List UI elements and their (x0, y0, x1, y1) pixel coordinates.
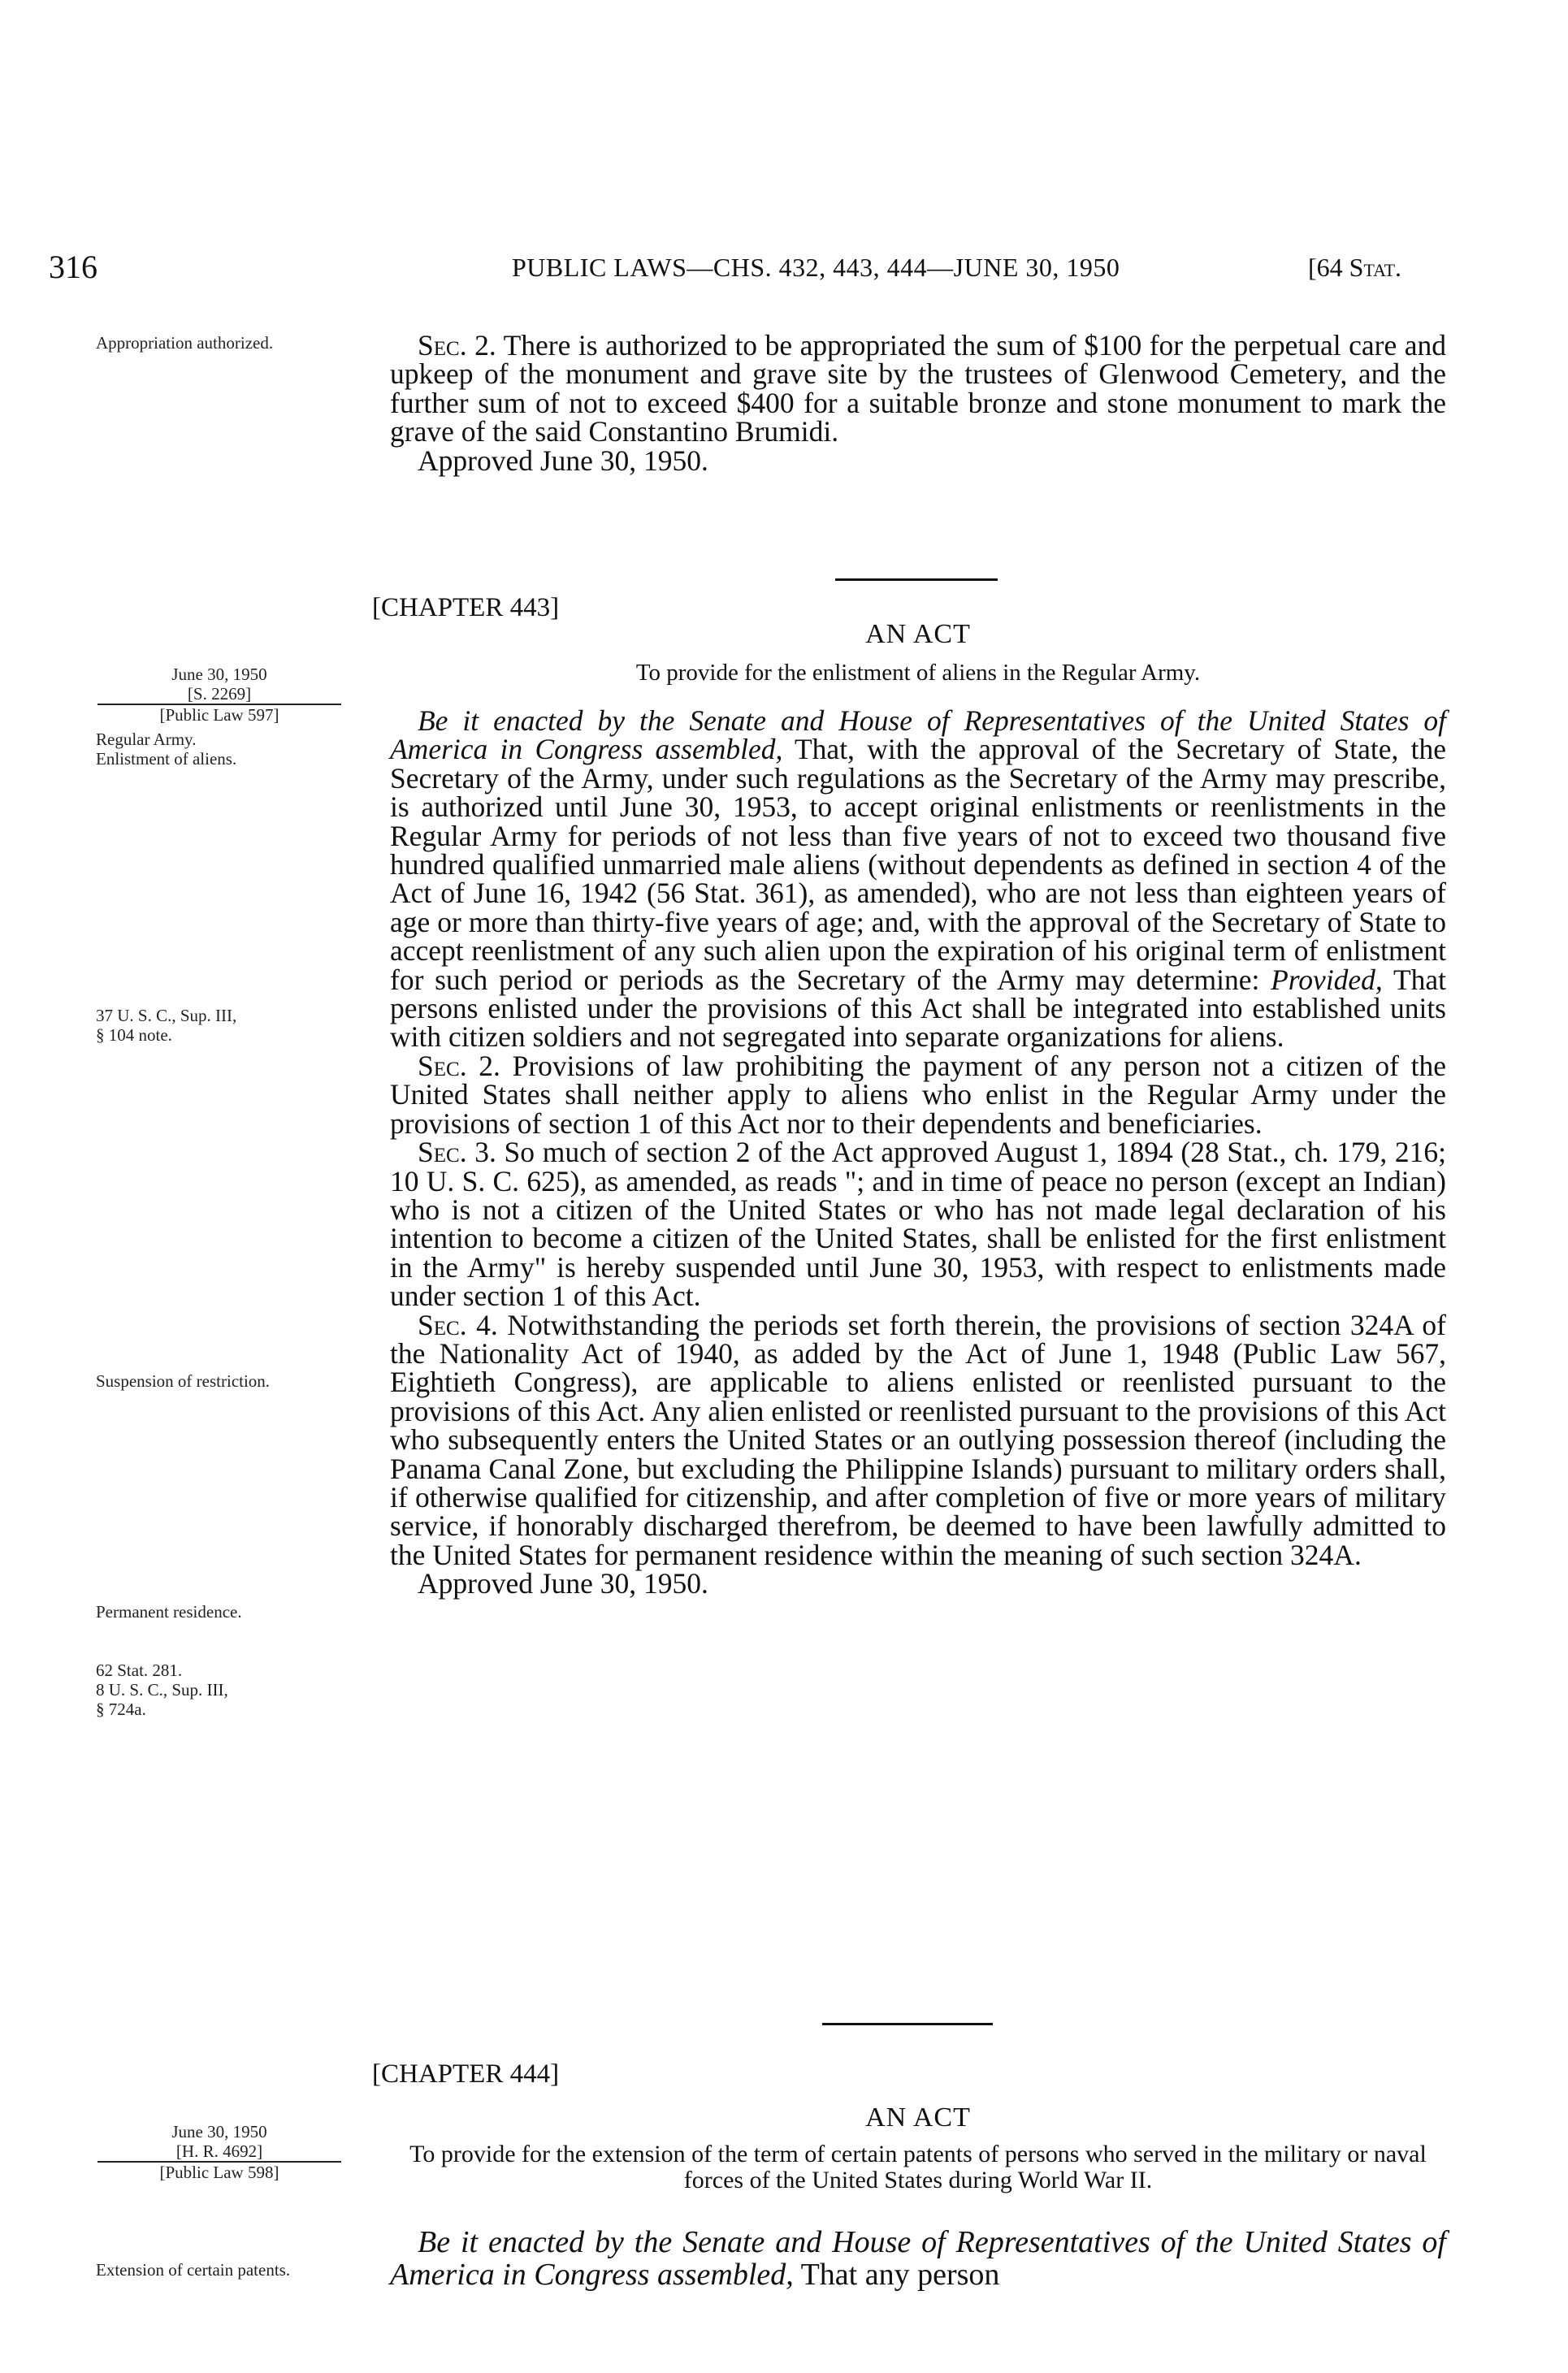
ch443-purpose: To provide for the enlistment of aliens in the Regular Army. (635, 660, 1201, 686)
ch444-purpose: To provide for the extension of the term of certain patents of persons who served in the military or naval forces of the United States during World War II. (409, 2141, 1427, 2193)
ch443-section-3: Sec. 3. So much of section 2 of the Act approved August 1, 1894 (28 Stat., ch. 179, 216; 10 U. S. C. 625), as amended, as reads "; and in time of peace no person (except an Indian) who is not a citizen of the United States or who has not made legal declaration of his intention to become a citizen of the United States, shall be enlisted for the first enlistment in the Army" is hereby suspended until June 30, 1953, with respect to enlistments made under section 1 of this Act. (390, 1136, 1446, 1313)
ch443-approved: Approved June 30, 1950. (418, 1567, 708, 1600)
page-header (49, 248, 1454, 288)
ch443-section-2: Sec. 2. Provisions of law prohibiting the payment of any person not a citizen of the United States shall neither apply to aliens who enlist in the Regular Army under the provisions of section 1 of this Act nor to their dependents and beneficiaries. (390, 1049, 1446, 1140)
margin-note-ch443-citation: June 30, 1950 [S. 2269] [Public Law 597] (97, 665, 341, 725)
ch443-chapter-heading: [CHAPTER 443] (372, 593, 560, 622)
ch443-section-4: Sec. 4. Notwithstanding the periods set forth therein, the provisions of section 324A of the Nationality Act of 1940, as added by the Act of June 1, 1948 (Public Law 567, Eightieth Congress), are applicable to aliens enlisted or reenlisted pursuant to the provisions of this Act. Any alien enlisted or reenlisted pursuant to the provisions of this Act who subsequently enters the United States or an outlying possession thereof (including the Panama Canal Zone, but excluding the Philippine Islands) pursuant to military orders shall, if otherwise qualified for citizenship, and after completion of five or more years of military service, if honorably discharged therefrom, be deemed to have been lawfully admitted to the United States for permanent residence within the meaning of such section 324A. (390, 1308, 1446, 1571)
ch443-body (390, 704, 1447, 1600)
volume-reference: [64 Stat. (1308, 253, 1402, 282)
running-head: PUBLIC LAWS—CHS. 432, 443, 444—JUNE 30, 1950 (512, 253, 1120, 282)
margin-note-usc-37: 37 U. S. C., Sup. III, § 104 note. (96, 1006, 237, 1045)
ch443-an-act: AN ACT (865, 619, 971, 649)
margin-note-stat-62: 62 Stat. 281. 8 U. S. C., Sup. III, § 724a. (96, 1661, 228, 1719)
margin-note-extension: Extension of certain patents. (96, 2260, 291, 2280)
chapter-divider-rule-2 (822, 2023, 993, 2025)
ch444-an-act: AN ACT (865, 2102, 971, 2133)
ch432-approved: Approved June 30, 1950. (418, 444, 708, 477)
ch444-body: Be it enacted by the Senate and House of Representatives of the United States of America in Congress assembled, That any person (390, 2225, 1446, 2292)
ch432-section-2: Sec. 2. There is authorized to be appropriated the sum of $100 for the perpetual care and upkeep of the monument and grave site by the trustees of Glenwood Cemetery, and the further sum of not to exceed $400 for a suitable bronze and stone monument to mark the grave of the said Constantino Brumidi. Approved June 30, 1950. (390, 329, 1446, 477)
chapter-divider-rule (835, 578, 998, 581)
page-number: 316 (49, 249, 97, 285)
margin-note-permanent: Permanent residence. (96, 1602, 242, 1622)
margin-note-ch444-citation: June 30, 1950 [H. R. 4692] [Public Law 598] (97, 2122, 341, 2182)
ch444-chapter-heading: [CHAPTER 444] (372, 2059, 560, 2089)
ch443-section-1: Be it enacted by the Senate and House of Representatives of the United States of America in Congress assembled, That, with the approval of the Secretary of State, the Secretary of the Army, under such regulations as the Secretary of the Army may prescribe, is authorized until June 30, 1953, to accept original enlistments or reenlistments in the Regular Army for periods of not less than five years of not to exceed two thousand five hundred qualified unmarried male aliens (without dependents as defined in section 4 of the Act of June 16, 1942 (56 Stat. 361), as amended), who are not less than eighteen years of age or more than thirty-five years of age; and, with the approval of the Secretary of State to accept reenlistment of any such alien upon the expiration of his original term of enlistment for such period or periods as the Secretary of the Army may determine: Provided, That persons enlisted under the provisions of this Act shall be integrated into established units with citizen soldiers and not segregated into separate organizations for aliens. (390, 704, 1447, 1054)
margin-note-suspension: Suspension of restriction. (96, 1371, 271, 1391)
margin-note-regular-army: Regular Army. Enlistment of aliens. (96, 730, 237, 769)
margin-note-appropriation: Appropriation authorized. (96, 333, 274, 353)
